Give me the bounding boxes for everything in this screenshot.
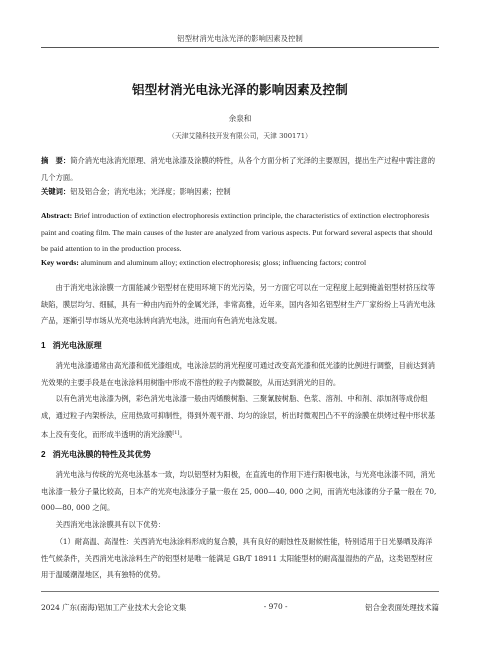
abstract-en-label: Abstract: — [41, 211, 73, 220]
section-2-paragraph-2: 关西消光电泳涂膜具有以下优势： — [55, 520, 166, 530]
page-footer — [41, 602, 439, 613]
section-2-body — [41, 467, 439, 584]
page-number: - 970 - — [263, 602, 288, 611]
section-2-title: 消光电泳膜的特性及其优势 — [52, 449, 151, 459]
footer-section: 铝合金表面处理技术篇 — [365, 603, 439, 612]
paper-title: 铝型材消光电泳光泽的影响因素及控制 — [132, 82, 348, 97]
section-1-body — [41, 358, 439, 444]
section-2-paragraph-3: （1）耐高温、高湿性：关西消光电泳涂料形成的复合膜，具有良好的耐蚀性及耐候性能，特别适用于日光暴晒及海洋性气候条件，关西消光电泳涂料生产的铝型材是唯一能满足 GB/T 18911 太阳能型材的耐高温湿热的产品，这类铝型材应用于温暖潮湿地区，具有独特的优势。 — [41, 536, 433, 580]
section-1-heading — [41, 340, 102, 351]
section-2-heading — [41, 449, 151, 460]
intro-section — [41, 280, 439, 330]
abstract-en — [41, 208, 439, 258]
citation-ref: [1] — [172, 429, 180, 436]
section-2-paragraph-1: 消光电泳与传统的光亮电泳基本一致，均以铝型材为阳极，在直流电的作用下进行阳极电泳，与光亮电泳漆不同，消光电泳漆一般分子量比较高，日本产的光亮电泳漆分子量一般在 25, 000—40, 000 之间，而消光电泳漆的分子量一般在 70, 000—80, 000 之间。 — [41, 470, 437, 513]
abstract-cn-text: 简介消光电泳消光原理、消光电泳漆及涂膜的特性，从各个方面分析了光泽的主要原因，提出生产过程中需注意的几个方面。 — [41, 156, 436, 182]
keywords-cn-label: 关键词： — [41, 187, 71, 196]
keywords-en-text: aluminum and aluminum alloy; extinction electrophoresis; gloss; influencing factors; control — [80, 258, 367, 267]
footer-proceedings: 2024 广东(南海)铝加工产业技术大会论文集 — [41, 603, 187, 612]
section-1-title: 消光电泳原理 — [52, 340, 102, 350]
keywords-en-label: Key words: — [41, 258, 79, 267]
abstract-cn — [41, 153, 439, 186]
keywords-cn-text: 铝及铝合金；消光电泳；光泽度；影响因素；控制 — [70, 187, 231, 196]
section-1-number: 1 — [41, 341, 46, 350]
abstract-cn-label: 摘 要： — [41, 156, 71, 165]
header-rule — [41, 47, 439, 48]
abstract-en-text: Brief introduction of extinction electrophoresis extinction principle, the characteristics of extinction electrophoresis paint and coating film. The main causes of the luster are analyzed from various aspects. Put forward several aspects that should be paid attention to in the production process. — [41, 211, 433, 254]
keywords-cn — [41, 184, 439, 201]
running-header: 铝型材消光电泳光泽的影响因素及控制 — [177, 34, 303, 43]
section-2-number: 2 — [41, 450, 46, 459]
author: 余泉和 — [228, 114, 252, 123]
footer-rule — [41, 591, 439, 592]
intro-paragraph: 由于消光电泳涂膜一方面能减少铝型材在使用环境下的光污染，另一方面它可以在一定程度上起到掩盖铝型材挤压纹等缺陷，膜层均匀、细腻，具有一种由内而外的金属光泽，非常高雅，近年来，国内各知名铝型材生产厂家纷纷上马消光电泳产品，逐渐引导市场从光亮电泳转向消光电泳，进而向有色消光电泳发展。 — [41, 283, 436, 326]
section-1-paragraph-2-text: 以有色消光电泳漆为例，彩色消光电泳漆一般由丙烯酸树脂、三聚氰胺树脂、色浆、溶剂、中和剂、添加剂等成份组成，通过粒子内架桥法，应用热致可抑制性，得到外观平滑、均匀的涂层，析出时微观凹凸不平的涂膜在烘烤过程中形状基本上没有变化，而形成半透明的消光涂膜 — [41, 394, 436, 439]
section-1-paragraph-1: 消光电泳漆通常由高光漆和低光漆组成，电泳涂层的消光程度可通过改变高光漆和低光漆的比例进行调整，目前达到消光效果的主要手段是在电泳涂料用树脂中形成不溶性的粒子内微凝胶，从而达到消光的目的。 — [41, 361, 436, 387]
keywords-en — [41, 255, 439, 272]
affiliation: （天津艾隆科技开发有限公司，天津 300171） — [168, 132, 312, 140]
section-1-paragraph-2: 以有色消光电泳漆为例，彩色消光电泳漆一般由丙烯酸树脂、三聚氰胺树脂、色浆、溶剂、中和剂、添加剂等成份组成，通过粒子内架桥法，应用热致可抑制性，得到外观平滑、均匀的涂层，析出时微观凹凸不平的涂膜在烘烤过程中形状基本上没有变化，而形成半透明的消光涂膜[1]。 — [41, 394, 436, 439]
